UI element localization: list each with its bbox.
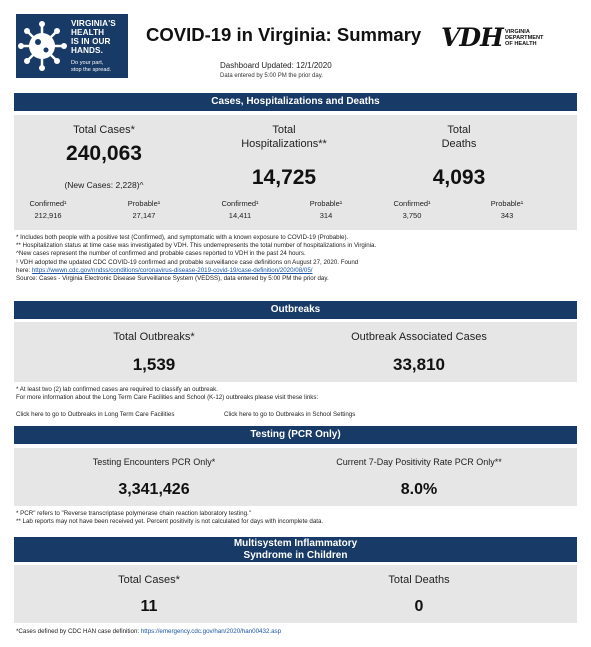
outbreaks-panel: [14, 322, 577, 382]
school-outbreaks-link[interactable]: Click here to go to Outbreaks in School Settings: [224, 411, 356, 418]
footnote: ** Lab reports may not have been received yet. Percent positivity is not calculated for days with incomplete data.: [16, 518, 324, 526]
total-outbreaks-value: 1,539: [132, 355, 176, 374]
cases-probable-label: Probable¹: [127, 199, 161, 208]
total-deaths-value: 4,093: [432, 166, 486, 189]
footnote: ¹ VDH adopted the updated CDC COVID-19 confirmed and probable surveillance case definitions on August 27, 2020. Found: [16, 258, 359, 266]
mis-c-deaths-value: 0: [414, 598, 424, 615]
data-entered-note: Data entered by 5:00 PM the prior day.: [220, 73, 323, 79]
mis-c-panel: [14, 565, 577, 623]
footnote: ** Hospitalization status at time case was investigated by VDH. This underrepresents the total number of hospitalizations in Virginia.: [16, 242, 377, 250]
virginia-health-logo: [16, 14, 128, 78]
hospitalizations-confirmed-label: Confirmed¹: [221, 199, 259, 208]
logo-headline: [71, 19, 116, 55]
cases-panel: [14, 115, 577, 230]
new-cases-value: (New Cases: 2,228)^: [64, 180, 144, 190]
mis-c-section-header: [14, 537, 577, 562]
testing-section-header: Testing (PCR Only): [14, 426, 577, 444]
deaths-confirmed-label: Confirmed¹: [393, 199, 431, 208]
mis-c-header-line: Syndrome in Children: [243, 549, 348, 561]
cases-section-header: Cases, Hospitalizations and Deaths: [14, 93, 577, 111]
mis-c-cases-label: Total Cases*: [118, 574, 180, 586]
outbreak-associated-cases-value: 33,810: [393, 355, 445, 374]
logo-tagline: [71, 60, 111, 73]
cdc-han-link[interactable]: https://emergency.cdc.gov/han/2020/han00432.asp: [140, 628, 282, 635]
mis-c-header-line: Multisystem Inflammatory: [233, 538, 358, 549]
source-note: Source: Cases - Virginia Electronic Disease Surveillance System (VEDSS), data entered by 5:00 PM the prior day.: [16, 275, 329, 283]
cases-footnotes: [16, 234, 581, 283]
hospitalizations-confirmed-value: 14,411: [228, 211, 252, 220]
footnote: * At least two (2) lab confirmed cases are required to classify an outbreak.: [16, 386, 218, 393]
footnote-prefix: here:: [16, 266, 32, 274]
total-cases-label: Total Cases*: [73, 124, 135, 136]
footnote-prefix: *Cases defined by CDC HAN case definition:: [16, 628, 141, 635]
total-outbreaks-label: Total Outbreaks*: [113, 331, 195, 343]
total-cases-value: 240,063: [66, 142, 142, 165]
deaths-label-line: Deaths: [441, 138, 477, 150]
positivity-rate-value: 8.0%: [400, 481, 438, 498]
deaths-confirmed-value: 3,750: [402, 211, 422, 220]
testing-footnotes: [16, 510, 581, 526]
deaths-probable-label: Probable¹: [490, 199, 524, 208]
footnote: ^New cases represent the number of confirmed and probable cases reported to VDH in the past 24 hours.: [16, 250, 306, 258]
vdh-logo-line: OF HEALTH: [505, 41, 537, 47]
outbreaks-section-header: Outbreaks: [14, 301, 577, 319]
positivity-rate-label: Current 7-Day Positivity Rate PCR Only**: [336, 457, 502, 467]
ltc-outbreaks-link[interactable]: Click here to go to Outbreaks in Long Term Care Facilities: [16, 411, 175, 418]
footnote: * Includes both people with a positive test (Confirmed), and symptomatic with a known exposure to COVID-19 (Probable).: [16, 234, 349, 241]
deaths-label: [409, 123, 509, 151]
cases-confirmed-label: Confirmed¹: [29, 199, 67, 208]
deaths-label-line: Total: [447, 124, 471, 136]
logo-tagline-line: Do your part,: [71, 60, 104, 66]
mis-c-deaths-label: Total Deaths: [388, 574, 450, 586]
footnote: * PCR" refers to "Reverse transcriptase polymerase chain reaction laboratory testing.": [16, 510, 251, 517]
footnote: For more information about the Long Term Care Facilities and School (K-12) outbreaks please visit these links:: [16, 394, 319, 402]
logo-line: VIRGINIA'S: [71, 19, 116, 28]
hospitalizations-probable-label: Probable¹: [309, 199, 343, 208]
deaths-probable-value: 343: [500, 211, 514, 220]
testing-encounters-value: 3,341,426: [118, 481, 190, 498]
outbreaks-footnotes: [16, 386, 581, 402]
vdh-logo-line: DEPARTMENT: [505, 35, 544, 41]
mis-c-cases-value: 11: [140, 598, 158, 615]
mis-c-footnote: [16, 628, 581, 636]
hospitalizations-probable-value: 314: [319, 211, 333, 220]
cases-probable-value: 27,147: [132, 211, 156, 220]
total-hospitalizations-value: 14,725: [251, 166, 317, 189]
testing-encounters-label: Testing Encounters PCR Only*: [92, 457, 216, 467]
logo-tagline-line: stop the spread.: [71, 66, 112, 73]
logo-line: HEALTH: [71, 28, 105, 37]
logo-line: IS IN OUR: [71, 37, 111, 46]
page-header: [16, 14, 576, 84]
hospitalizations-label: [214, 123, 354, 151]
testing-panel: [14, 448, 577, 506]
page-title: COVID-19 in Virginia: Summary: [146, 24, 422, 45]
hospitalizations-label-line: Hospitalizations**: [241, 138, 327, 150]
vdh-logo-line: VIRGINIA: [505, 29, 530, 35]
vdh-logo-text: [505, 29, 543, 47]
cdc-case-definition-link[interactable]: https://wwwn.cdc.gov/nndss/conditions/coronavirus-disease-2019-covid-19/case-definition/2020/08/05/: [31, 266, 313, 274]
logo-line: HANDS.: [71, 46, 103, 55]
dashboard-updated-date: Dashboard Updated: 12/1/2020: [220, 61, 332, 70]
vdh-logo: VDH: [441, 23, 503, 52]
cases-confirmed-value: 212,916: [34, 211, 62, 220]
virus-icon: [18, 20, 68, 72]
outbreak-associated-cases-label: Outbreak Associated Cases: [351, 331, 487, 343]
footnote: [16, 267, 581, 275]
hospitalizations-label-line: Total: [272, 124, 296, 136]
